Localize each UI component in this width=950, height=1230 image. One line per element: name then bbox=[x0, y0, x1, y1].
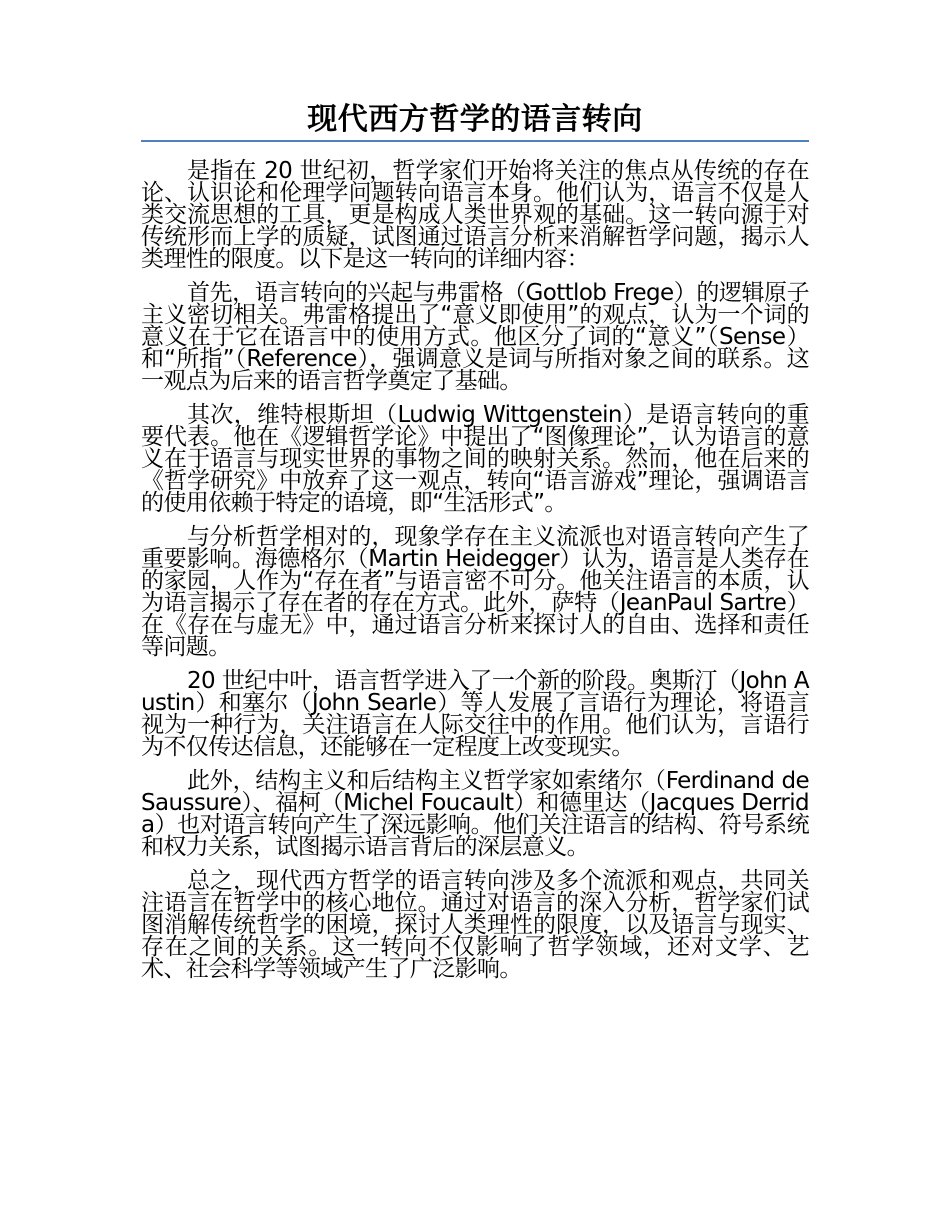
document-title: 现代西方哲学的语言转向 bbox=[141, 100, 809, 142]
paragraph: 与分析哲学相对的，现象学存在主义流派也对语言转向产生了重要影响。海德格尔（Martin Heidegger）认为，语言是人类存在的家园，人作为“存在者”与语言密不可分。他关注语言的本质，认为语言揭示了存在者的存在方式。此外，萨特（JeanPaul Sartre）在《存在与虚无》中，通过语言分析来探讨人的自由、选择和责任等问题。 bbox=[141, 524, 809, 660]
paragraph: 其次，维特根斯坦（Ludwig Wittgenstein）是语言转向的重要代表。他在《逻辑哲学论》中提出了“图像理论”，认为语言的意义在于语言与现实世界的事物之间的映射关系。然而，他在后来的《哲学研究》中放弃了这一观点，转向“语言游戏”理论，强调语言的使用依赖于特定的语境，即“生活形式”。 bbox=[141, 402, 809, 516]
document-body bbox=[141, 160, 809, 980]
paragraph: 此外，结构主义和后结构主义哲学家如索绪尔（Ferdinand de Saussure）、福柯（Michel Foucault）和德里达（Jacques Derrida）也对语言转向产生了深远影响。他们关注语言的结构、符号系统和权力关系，试图揭示语言背后的深层意义。 bbox=[141, 768, 809, 860]
paragraph: 首先，语言转向的兴起与弗雷格（Gottlob Frege）的逻辑原子主义密切相关。弗雷格提出了“意义即使用”的观点，认为一个词的意义在于它在语言中的使用方式。他区分了词的“意义”（Sense）和“所指”（Reference），强调意义是词与所指对象之间的联系。这一观点为后来的语言哲学奠定了基础。 bbox=[141, 280, 809, 394]
paragraph: 20 世纪中叶，语言哲学进入了一个新的阶段。奥斯汀（John Austin）和塞尔（John Searle）等人发展了言语行为理论，将语言视为一种行为，关注语言在人际交往中的作用。他们认为，言语行为不仅传达信息，还能够在一定程度上改变现实。 bbox=[141, 668, 809, 760]
paragraph: 是指在 20 世纪初，哲学家们开始将关注的焦点从传统的存在论、认识论和伦理学问题转向语言本身。他们认为，语言不仅是人类交流思想的工具，更是构成人类世界观的基础。这一转向源于对传统形而上学的质疑，试图通过语言分析来消解哲学问题，揭示人类理性的限度。以下是这一转向的详细内容： bbox=[141, 158, 809, 272]
paragraph: 总之，现代西方哲学的语言转向涉及多个流派和观点，共同关注语言在哲学中的核心地位。通过对语言的深入分析，哲学家们试图消解传统哲学的困境，探讨人类理性的限度，以及语言与现实、存在之间的关系。这一转向不仅影响了哲学领域，还对文学、艺术、社会科学等领域产生了广泛影响。 bbox=[141, 868, 809, 982]
document-page bbox=[141, 100, 809, 992]
